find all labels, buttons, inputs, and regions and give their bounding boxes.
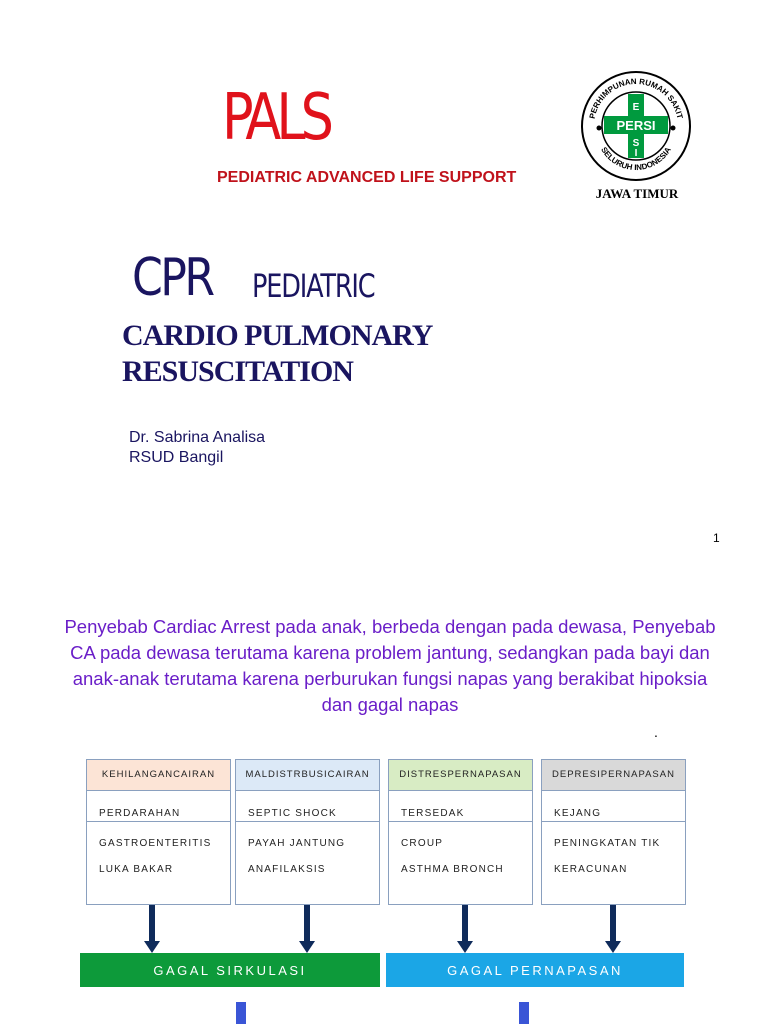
cause-card-header-line: CAIRAN — [173, 769, 216, 780]
cause-card-header-line: DISTRES — [399, 769, 448, 780]
down-arrow-icon — [457, 905, 473, 953]
circulatory-failure-box: GAGAL SIRKULASI — [80, 953, 380, 987]
cause-card-item: KEJANG — [554, 808, 602, 819]
persi-logo — [580, 70, 692, 182]
cause-card-item: PERDARAHAN — [99, 808, 181, 819]
cpr-subtitle: PEDIATRIC — [252, 267, 375, 305]
down-arrow-icon — [299, 905, 315, 953]
author-affiliation: RSUD Bangil — [129, 449, 224, 466]
down-arrow-icon — [605, 905, 621, 953]
page-number: 1 — [713, 531, 720, 545]
trailing-dot: . — [654, 724, 658, 740]
cause-card-header-line: PERNAPASAN — [447, 769, 522, 780]
svg-text:SELURUH INDONESIA: SELURUH INDONESIA — [599, 145, 673, 173]
cause-card-header-line: PERNAPASAN — [600, 769, 675, 780]
cpr-title: CPR — [132, 248, 213, 308]
logo-caption: JAWA TIMUR — [595, 186, 679, 201]
cause-card-divider — [542, 821, 685, 822]
cardiac-arrest-cause-text: Penyebab Cardiac Arrest pada anak, berbeda dengan pada dewasa, Penyebab CA pada dewasa terutama karena problem jantung, sedangkan pada bayi dan anak-anak terutama karena perburukan fungsi napas yang berakibat hipoksia dan gagal napas — [64, 616, 716, 715]
cause-card-header — [542, 760, 685, 791]
cause-card-divider — [236, 821, 379, 822]
cause-card-item: GASTROENTERITIS — [99, 838, 212, 849]
brand-subtitle: PEDIATRIC ADVANCED LIFE SUPPORT — [217, 169, 517, 186]
author-block — [129, 428, 265, 468]
cause-card-header-line: CAIRAN — [327, 769, 370, 780]
cause-card-item: LUKA BAKAR — [99, 864, 174, 875]
cause-card-header — [87, 760, 230, 791]
svg-text:PERSI: PERSI — [616, 118, 656, 133]
brand-title: PALS — [222, 81, 330, 155]
cause-card-header-line: MALDISTRBUSI — [245, 769, 328, 780]
cause-card-item: ASTHMA BRONCH — [401, 864, 504, 875]
cause-card-divider — [389, 821, 532, 822]
cause-card-item: ANAFILAKSIS — [248, 864, 326, 875]
cause-card — [235, 759, 380, 905]
cause-card-item: CROUP — [401, 838, 444, 849]
down-arrow-icon — [144, 905, 160, 953]
cause-card-header — [389, 760, 532, 791]
svg-text:I: I — [634, 148, 638, 159]
connector-stub — [519, 1002, 529, 1024]
cause-card-item: PENINGKATAN TIK — [554, 838, 661, 849]
svg-text:S: S — [632, 138, 640, 149]
connector-stub — [236, 1002, 246, 1024]
respiratory-failure-box: GAGAL PERNAPASAN — [386, 953, 684, 987]
cause-card-item: TERSEDAK — [401, 808, 465, 819]
cause-card-item: KERACUNAN — [554, 864, 628, 875]
cause-card-header-line: KEHILANGAN — [101, 769, 174, 780]
cause-card — [86, 759, 231, 905]
cause-card — [388, 759, 533, 905]
svg-text:E: E — [632, 102, 640, 113]
cpr-full-title — [122, 318, 432, 390]
cause-card-header — [236, 760, 379, 791]
cause-card-item: SEPTIC SHOCK — [248, 808, 337, 819]
author-name: Dr. Sabrina Analisa — [129, 429, 266, 446]
cause-card-item: PAYAH JANTUNG — [248, 838, 346, 849]
cpr-full-title-line2: RESUSCITATION — [122, 355, 353, 388]
persi-logo-icon — [580, 70, 692, 182]
svg-text:PERHIMPUNAN RUMAH SAKIT: PERHIMPUNAN RUMAH SAKIT — [587, 76, 685, 120]
cause-card-divider — [87, 821, 230, 822]
cause-card-header-line: DEPRESI — [552, 769, 601, 780]
cpr-full-title-line1: CARDIO PULMONARY — [122, 319, 433, 352]
cause-card — [541, 759, 686, 905]
